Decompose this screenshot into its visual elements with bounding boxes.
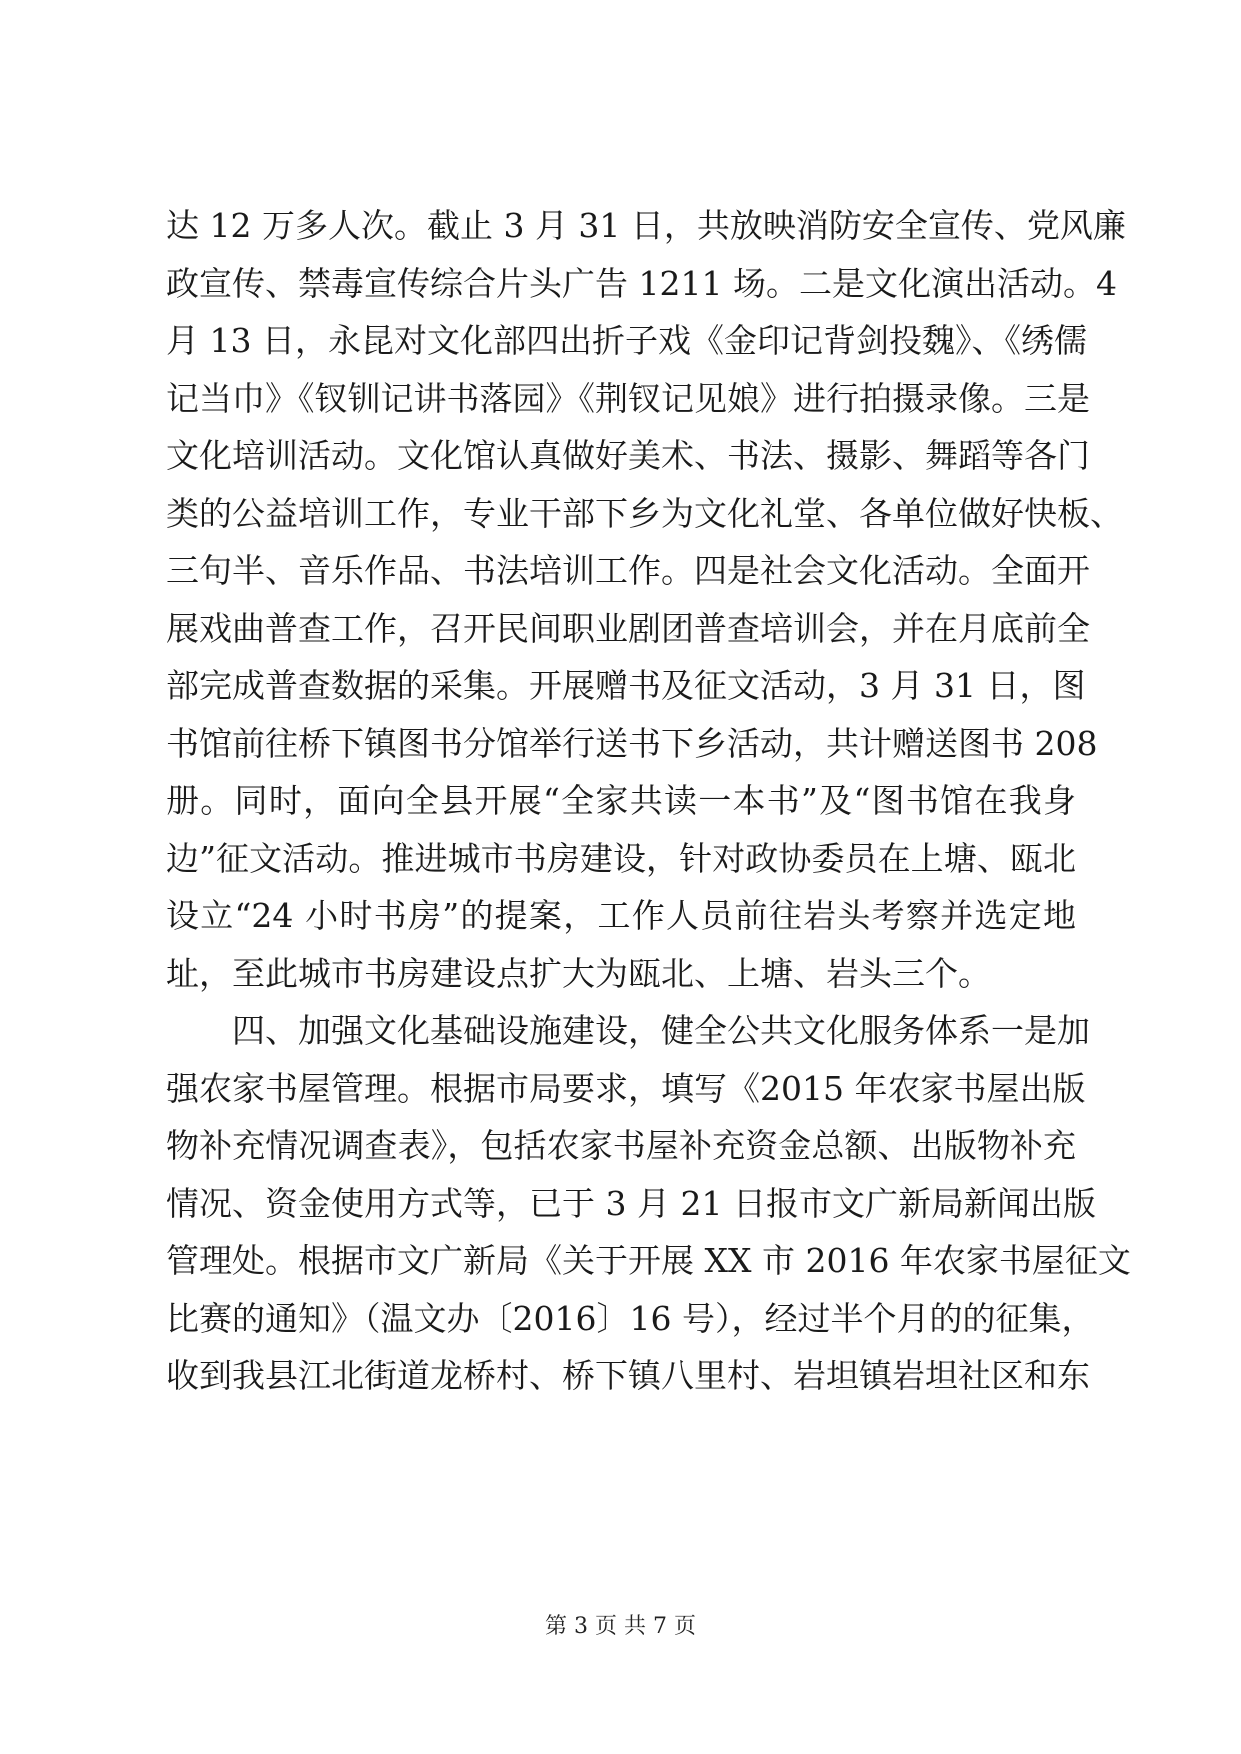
text-line: 设立“24 小时书房”的提案，工作人员前往岩头考察并选定地 <box>166 896 1076 935</box>
text-line: 文化培训活动。文化馆认真做好美术、书法、摄影、舞蹈等各门 <box>166 436 1090 475</box>
text-line: 书馆前往桥下镇图书分馆举行送书下乡活动，共计赠送图书 208 <box>166 724 1098 763</box>
text-line: 边”征文活动。推进城市书房建设，针对政协委员在上塘、瓯北 <box>166 839 1076 878</box>
text-line: 类的公益培训工作，专业干部下乡为文化礼堂、各单位做好快板、 <box>166 494 1123 533</box>
text-line: 管理处。根据市文广新局《关于开展 XX 市 2016 年农家书屋征文 <box>166 1241 1131 1280</box>
text-line: 记当巾》《钗钏记讲书落园》《荆钗记见娘》进行拍摄录像。三是 <box>166 379 1090 418</box>
text-line: 情况、资金使用方式等，已于 3 月 21 日报市文广新局新闻出版 <box>166 1184 1096 1223</box>
text-line: 收到我县江北街道龙桥村、桥下镇八里村、岩坦镇岩坦社区和东 <box>166 1356 1090 1395</box>
text-line: 达 12 万多人次。截止 3 月 31 日，共放映消防安全宣传、党风廉 <box>166 206 1126 245</box>
text-line: 月 13 日，永昆对文化部四出折子戏《金印记背剑投魏》、《绣儒 <box>166 321 1087 360</box>
text-line: 册。同时，面向全县开展“全家共读一本书”及“图书馆在我身 <box>166 781 1076 820</box>
text-line: 三句半、音乐作品、书法培训工作。四是社会文化活动。全面开 <box>166 551 1090 590</box>
text-line: 强农家书屋管理。根据市局要求，填写《2015 年农家书屋出版 <box>166 1069 1086 1108</box>
text-line: 部完成普查数据的采集。开展赠书及征文活动，3 月 31 日，图 <box>166 666 1086 705</box>
text-line: 政宣传、禁毒宣传综合片头广告 1211 场。二是文化演出活动。4 <box>166 264 1117 303</box>
text-line: 展戏曲普查工作，召开民间职业剧团普查培训会，并在月底前全 <box>166 609 1090 648</box>
text-line: 址，至此城市书房建设点扩大为瓯北、上塘、岩头三个。 <box>166 954 991 993</box>
page-number-footer: 第 3 页 共 7 页 <box>545 1614 696 1639</box>
text-line: 比赛的通知》（温文办〔2016〕16 号），经过半个月的的征集， <box>166 1299 1095 1338</box>
text-line: 物补充情况调查表》，包括农家书屋补充资金总额、出版物补充 <box>166 1126 1076 1165</box>
paragraph-heading-line: 四、加强文化基础设施建设，健全公共文化服务体系一是加 <box>232 1011 1090 1050</box>
